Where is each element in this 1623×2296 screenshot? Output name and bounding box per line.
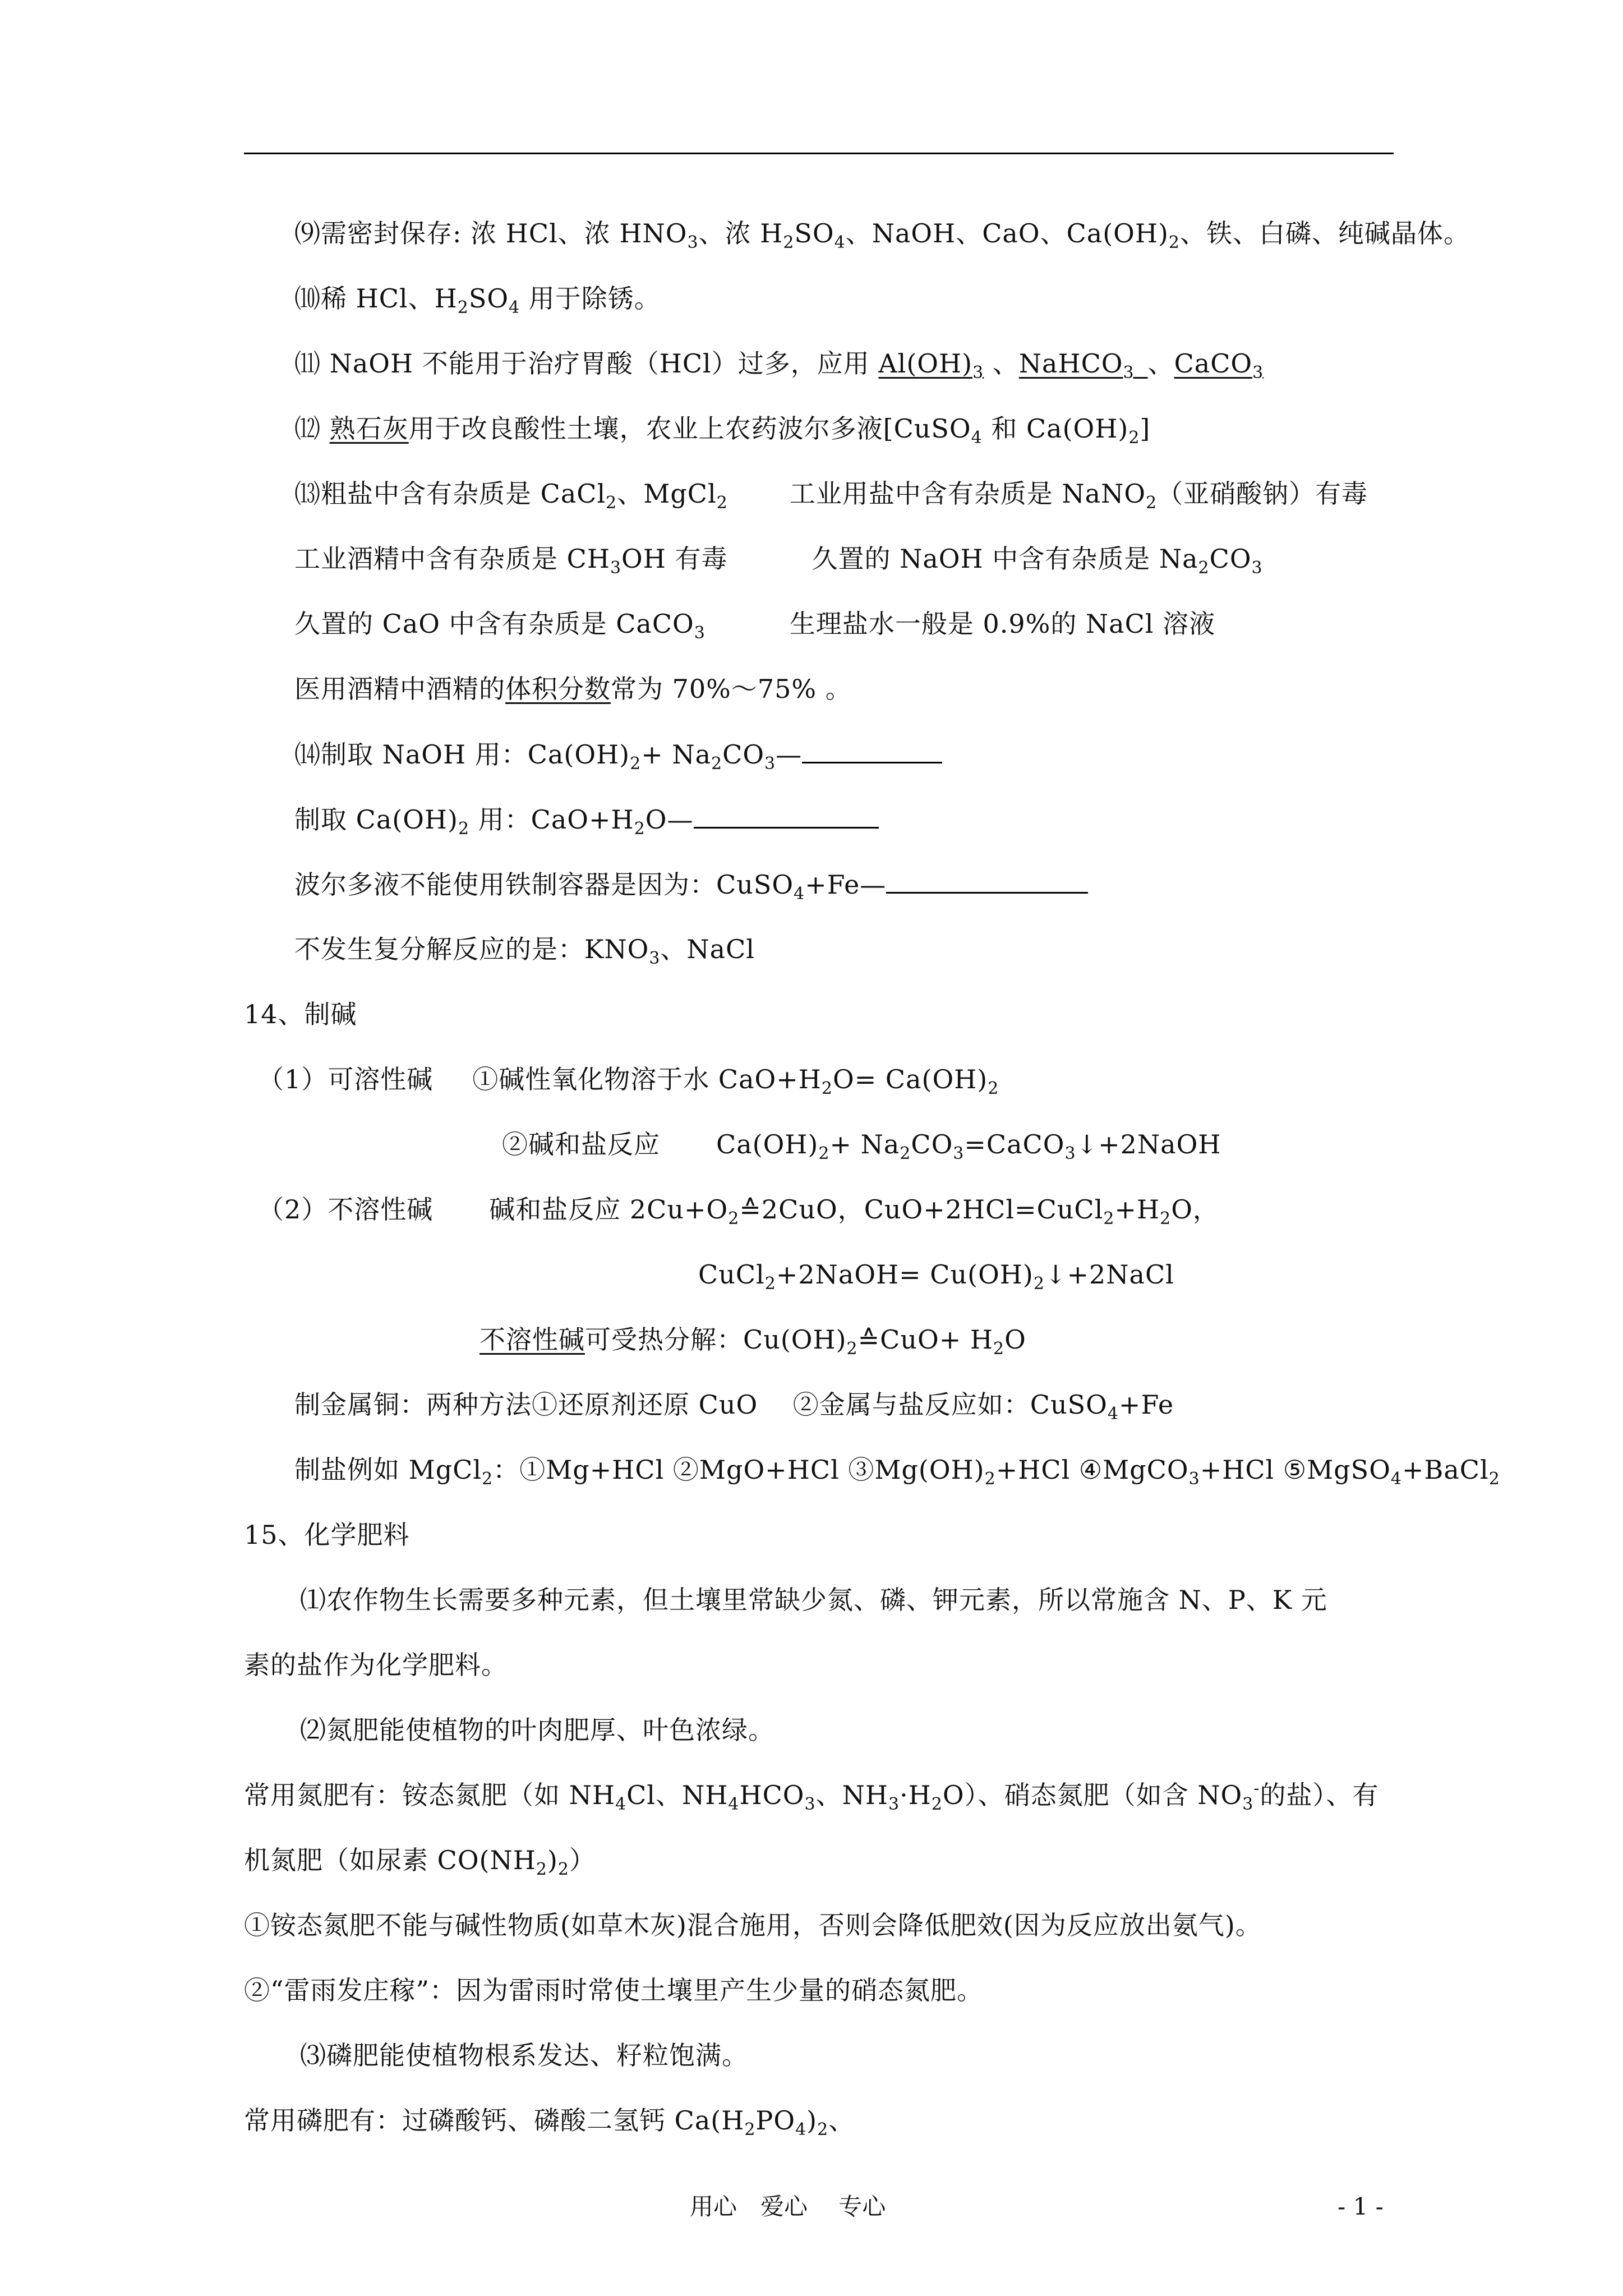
text-line-no-double-decomposition: 不发生复分解反应的是：$KNO_3$、NaCl (294, 934, 755, 968)
text-line-insoluble-base: （2）不溶性碱 碱和盐反应 $2Cu+O_2≙2CuO$，$CuO+2HCl=CuCl_2+H_2O$， (258, 1194, 1219, 1228)
text-line-common-nitrogen: 常用氮肥有：铵态氮肥（如 $NH_4Cl$、$NH_4HCO_3$、$NH_3\cdot H_2O$）、硝态氮肥（如含 $NO_3^-$的盐）、有 (244, 1779, 1379, 1814)
text-line-10-rust-removal: ⑽稀 HCl、$H_2SO_4$ 用于除锈。 (294, 283, 661, 318)
text-line-fertilizer-1-cont: 素的盐作为化学肥料。 (244, 1650, 508, 1680)
text-line-organic-nitrogen: 机氮肥（如尿素 $CO(NH_2)_2$） (244, 1845, 596, 1879)
text-line-industrial-alcohol: 工业酒精中含有杂质是 $CH_3OH$ 有毒 久置的 NaOH 中含有杂质是 $Na_2CO_3$ (294, 544, 1263, 578)
section-heading-15: 15、化学肥料 (244, 1520, 410, 1550)
text-line-phosphate-fertilizer: ⑶磷肥能使植物根系发达、籽粒饱满。 (300, 2040, 748, 2070)
text-line-14-prepare-naoh: ⒁制取 NaOH 用：$Ca(OH)_2+$ $Na_2CO_3—$ (294, 737, 942, 771)
header-rule (244, 153, 1394, 154)
section-heading-14: 14、制碱 (244, 999, 357, 1029)
text-line-aged-cao: 久置的 CaO 中含有杂质是 CaCO$_3$ 生理盐水一般是 0.9%的 NaCl 溶液 (294, 609, 1216, 643)
text-line-bordeaux-iron: 波尔多液不能使用铁制容器是因为：CuSO$_4$+Fe— (294, 867, 1088, 901)
text-line-common-phosphate: 常用磷肥有：过磷酸钙、磷酸二氢钙 $Ca(H_2PO_4)_2$、 (244, 2105, 855, 2139)
answer-blank[interactable] (886, 867, 1088, 894)
text-line-thunderstorm: ②“雷雨发庄稼”：因为雷雨时常使土壤里产生少量的硝态氮肥。 (244, 1975, 984, 2005)
answer-blank[interactable] (694, 802, 879, 829)
text-line-thermal-decomposition: 不溶性碱可受热分解：$Cu(OH)_2≙CuO+ H_2O$ (479, 1324, 1026, 1359)
page-number: - 1 - (1338, 2193, 1384, 2220)
text-line-soluble-base: （1）可溶性碱 ①碱性氧化物溶于水 $CaO+H_2O= Ca(OH)_2$ (258, 1064, 999, 1098)
text-line-13-crude-salt: ⒀粗盐中含有杂质是 CaCl$_2$、MgCl$_2$ 工业用盐中含有杂质是 NaNO$_2$（亚硝酸钠）有毒 (294, 478, 1368, 513)
text-line-ammonium-warning: ①铵态氮肥不能与碱性物质(如草木灰)混合施用，否则会降低肥效(因为反应放出氨气)。 (244, 1910, 1262, 1940)
text-line-base-salt-reaction: ②碱和盐反应 $Ca(OH)_2+$ $Na_2CO_3=CaCO_3↓+2NaOH$ (502, 1129, 1221, 1163)
answer-blank[interactable] (802, 737, 942, 763)
text-line-nitrogen-fertilizer: ⑵氮肥能使植物的叶肉肥厚、叶色浓绿。 (300, 1715, 774, 1745)
text-line-cucl2-naoh: CuCl$_2$+2NaOH= $Cu(OH)_2↓+2NaCl$ (698, 1259, 1174, 1294)
text-line-medical-alcohol: 医用酒精中酒精的体积分数常为 70%～75% 。 (294, 674, 852, 704)
text-line-fertilizer-1: ⑴农作物生长需要多种元素，但土壤里常缺少氮、磷、钾元素，所以常施含 N、P、K 元 (300, 1585, 1327, 1615)
text-line-9-sealed-storage: ⑼需密封保存: 浓 HCl、浓 $HNO_3$、浓 $H_2SO_4$、NaOH、CaO、$Ca(OH)_2$、铁、白磷、纯碱晶体。 (294, 218, 1470, 252)
text-line-prepare-caoh2: 制取 $Ca(OH)_2$ 用：$CaO+H_2O—$ (294, 802, 879, 836)
footer-center-text: 用心 爱心 专心 (690, 2193, 886, 2220)
text-line-make-copper: 制金属铜：两种方法①还原剂还原 CuO ②金属与盐反应如：CuSO$_4$+Fe (294, 1389, 1174, 1424)
text-line-12-slaked-lime: ⑿ 熟石灰用于改良酸性土壤，农业上农药波尔多液[CuSO$_4$ 和 $Ca(OH)_2$] (294, 413, 1151, 448)
text-line-make-salt: 制盐例如 MgCl$_2$：①Mg+HCl ②MgO+HCl $③Mg(OH)_2+HCl$ ④MgCO$_3$+HCl ⑤MgSO$_4$+BaCl$_2$ (294, 1455, 1500, 1489)
text-line-11-antacid: ⑾ NaOH 不能用于治疗胃酸（HCl）过多，应用 $Al(OH)_3$ 、NaHCO$_3$_、CaCO$_3$ (294, 348, 1264, 383)
